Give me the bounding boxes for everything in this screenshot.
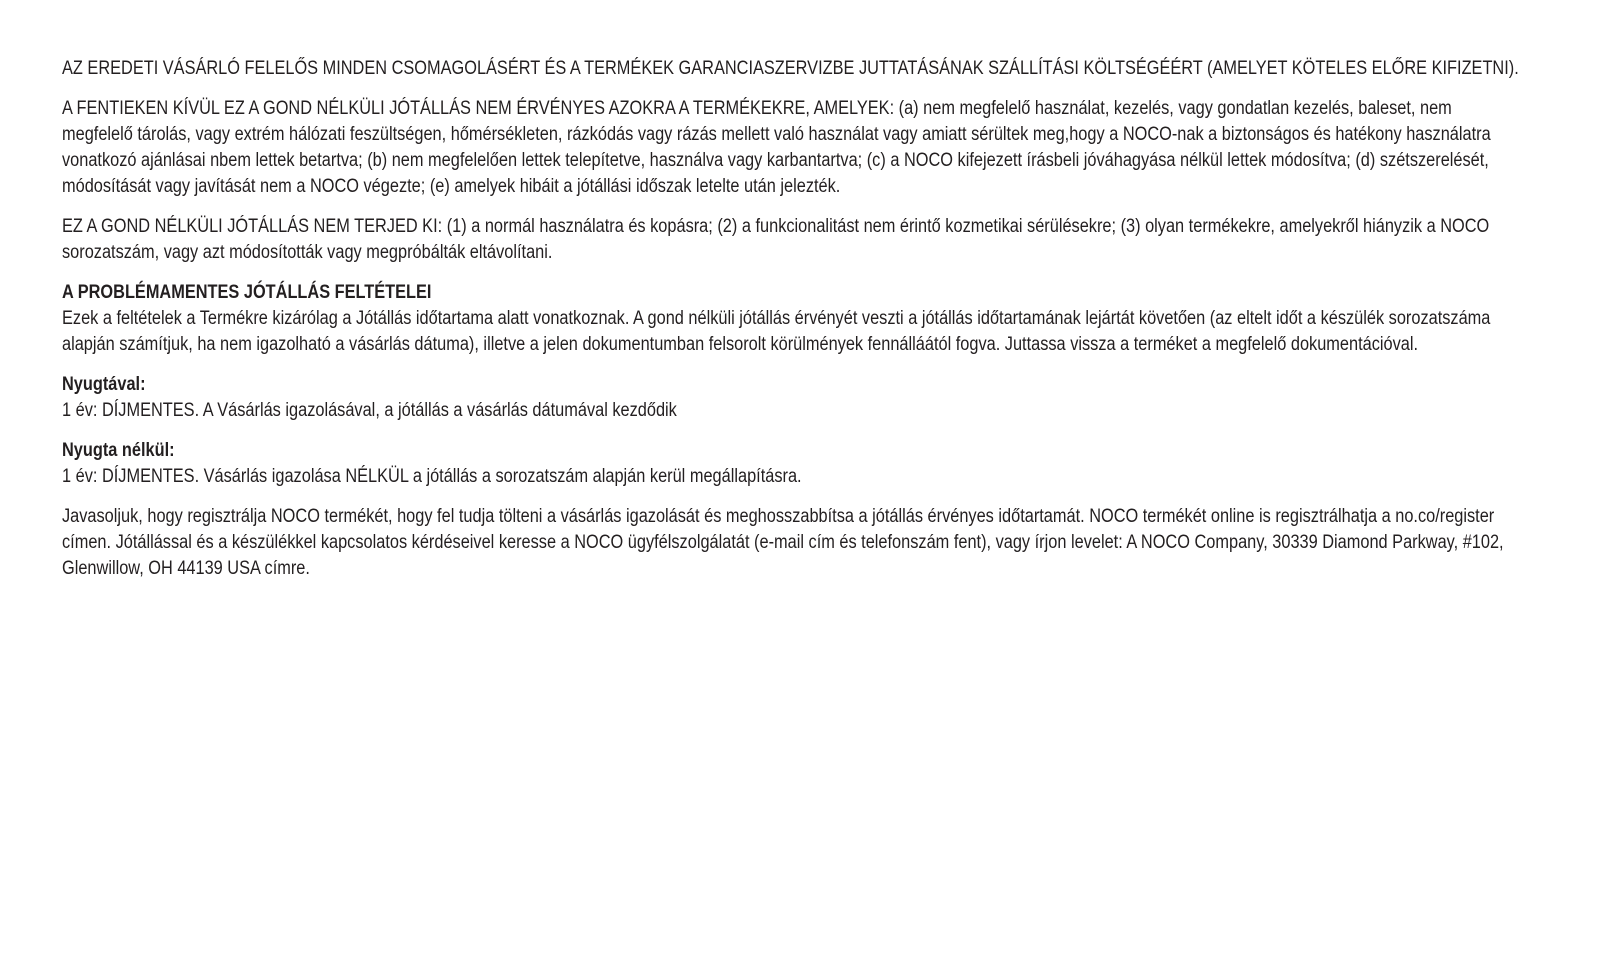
without-receipt-heading: Nyugta nélkül: xyxy=(62,440,175,461)
without-receipt-section xyxy=(62,438,1522,490)
document-body xyxy=(62,56,1522,582)
warranty-exclusions-paragraph: A FENTIEKEN KÍVÜL EZ A GOND NÉLKÜLI JÓTÁLLÁS NEM ÉRVÉNYES AZOKRA A TERMÉKEKRE, AMELYEK: (a) nem megfelelő használat, kezelés, vagy gondatlan kezelés, baleset, nem megfelelő tárolás, vagy extrém hálózati feszültségen, hőmérsékleten, rázkódás vagy rázás mellett való használat vagy amiatt sérültek meg,hogy a NOCO-nak a biztonságos és hatékony használatra vonatkozó ajánlásai nbem lettek betartva; (b) nem megfelelően lettek telepítetve, használva vagy karbantartva; (c) a NOCO kifejezett írásbeli jóváhagyása nélkül lettek módosítva; (d) szétszerelését, módosítását vagy javítását nem a NOCO végezte; (e) amelyek hibáit a jótállási időszak letelte után jelezték. xyxy=(62,98,1491,197)
conditions-section xyxy=(62,280,1522,358)
with-receipt-heading: Nyugtával: xyxy=(62,374,146,395)
warranty-not-covered-paragraph: EZ A GOND NÉLKÜLI JÓTÁLLÁS NEM TERJED KI: (1) a normál használatra és kopásra; (2) a funkcionalitást nem érintő kozmetikai sérülésekre; (3) olyan termékekre, amelyekről hiányzik a NOCO sorozatszám, vagy azt módosították vagy megpróbálták eltávolítani. xyxy=(62,216,1490,263)
conditions-text: Ezek a feltételek a Termékre kizárólag a Jótállás időtartama alatt vonatkoznak. A gond nélküli jótállás érvényét veszti a jótállás időtartamának lejártát követően (az eltelt időt a készülék sorozatszáma alapján számítjuk, ha nem igazolható a vásárlás dátuma), illetve a jelen dokumentumban felsorolt körülmények fennálláától fogva. Juttassa vissza a terméket a megfelelő dokumentációval. xyxy=(62,308,1491,355)
without-receipt-text: 1 év: DÍJMENTES. Vásárlás igazolása NÉLKÜL a jótállás a sorozatszám alapján kerül megállapításra. xyxy=(62,466,802,487)
conditions-heading: A PROBLÉMAMENTES JÓTÁLLÁS FELTÉTELEI xyxy=(62,282,432,303)
with-receipt-section xyxy=(62,372,1522,424)
document-page xyxy=(62,56,1519,596)
registration-contact-paragraph: Javasoljuk, hogy regisztrálja NOCO termékét, hogy fel tudja tölteni a vásárlás igazolását és meghosszabbítsa a jótállás érvényes időtartamát. NOCO termékét online is regisztrálhatja a no.co/register címen. Jótállással és a készülékkel kapcsolatos kérdéseivel keresse a NOCO ügyfélszolgálatát (e-mail cím és telefonszám fent), vagy írjon levelet: A NOCO Company, 30339 Diamond Parkway, #102, Glenwillow, OH 44139 USA címre. xyxy=(62,506,1504,579)
shipping-responsibility-paragraph: AZ EREDETI VÁSÁRLÓ FELELŐS MINDEN CSOMAGOLÁSÉRT ÉS A TERMÉKEK GARANCIASZERVIZBE JUTTATÁSÁNAK SZÁLLÍTÁSI KÖLTSÉGÉÉRT (AMELYET KÖTELES ELŐRE KIFIZETNI). xyxy=(62,58,1519,79)
with-receipt-text: 1 év: DÍJMENTES. A Vásárlás igazolásával, a jótállás a vásárlás dátumával kezdődik xyxy=(62,400,677,421)
